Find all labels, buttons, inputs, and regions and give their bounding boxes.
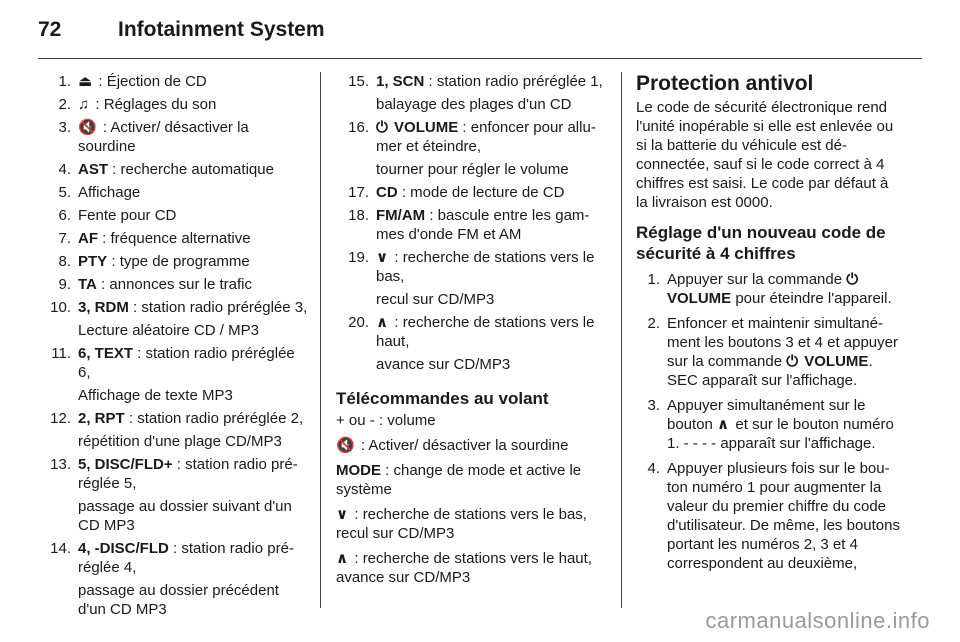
item-description: : Éjection de CD <box>94 73 207 90</box>
page-header <box>38 18 325 48</box>
step-text-part: Appuyer simultanément sur le bouton <box>667 397 866 433</box>
item-text <box>78 252 308 271</box>
item-description: : type de programme <box>107 253 250 270</box>
column-divider-1 <box>320 72 321 608</box>
item-label: AST <box>78 161 108 178</box>
item-text <box>78 229 308 248</box>
header-divider <box>38 58 922 59</box>
step-text <box>667 270 904 308</box>
item-number: 4. <box>58 161 71 178</box>
control-item <box>38 455 308 535</box>
item-text <box>376 118 608 179</box>
item-detail: Lecture aléatoire CD / MP3 <box>78 322 259 339</box>
item-description: : Activer/ désactiver la sourdine <box>356 437 569 454</box>
item-description: : recherche automatique <box>108 161 274 178</box>
column-divider-2 <box>621 72 622 608</box>
procedure-step <box>636 314 904 390</box>
controls-list-column-2 <box>336 72 608 593</box>
control-item <box>336 118 608 179</box>
item-number: 7. <box>58 230 71 247</box>
item-description: : station radio préréglée 2, <box>124 410 304 427</box>
control-item <box>38 183 308 202</box>
item-number: 14. <box>50 540 71 557</box>
steering-control-line <box>336 505 608 543</box>
item-detail: tourner pour régler le volume <box>376 161 569 178</box>
control-item <box>336 313 608 374</box>
item-label: 3, RDM <box>78 299 129 316</box>
page-number: 72 <box>38 18 62 41</box>
item-label: CD <box>376 184 398 201</box>
control-item <box>336 206 608 244</box>
item-description: : change de mode et active le système <box>336 462 582 498</box>
item-number: 11. <box>51 345 71 362</box>
control-item <box>38 344 308 405</box>
item-text <box>78 409 308 451</box>
step-text-part: Appuyer plusieurs fois sur le bouton numéro 1 pour augmenter la valeur du premier chiffre du code d'utilisateur. De même, les boutons portant les numéros 2, 3 et 4 correspondent au deuxième, <box>667 460 900 572</box>
seek-up-icon: ∧ <box>717 416 730 433</box>
item-label: 1, SCN <box>376 73 425 90</box>
item-text <box>376 248 608 309</box>
item-number: 3. <box>58 119 71 136</box>
step-text <box>667 459 904 573</box>
item-description: : recherche de stations vers le bas, recul sur CD/MP3 <box>336 506 587 542</box>
step-text-part: Appuyer sur la commande <box>667 271 847 288</box>
step-text <box>667 396 904 453</box>
item-detail: répétition d'une plage CD/MP3 <box>78 433 282 450</box>
item-number: 19. <box>348 249 369 266</box>
item-description: : station radio préréglée 5, <box>78 456 298 492</box>
control-item <box>336 72 608 114</box>
item-text <box>78 72 308 91</box>
item-number: 5. <box>58 184 71 201</box>
item-number: 17. <box>348 184 369 201</box>
procedure-step <box>636 459 904 573</box>
item-description: : bascule entre les gammes d'onde FM et AM <box>376 207 590 243</box>
controls-list-column-1 <box>38 72 308 623</box>
item-number: 13. <box>50 456 71 473</box>
page-title: Infotainment System <box>118 18 325 41</box>
item-text <box>78 275 308 294</box>
watermark: carmanualsonline.info <box>705 608 930 633</box>
steering-control-line <box>336 461 608 499</box>
step-number: 2. <box>647 315 660 332</box>
intro-paragraph: Le code de sécurité électronique rend l'unité inopérable si elle est enlevée ou si la batterie du véhicule est déconnectée, sauf si le code correct à 4 chiffres est saisi. Le code par défaut à la livraison est 0000. <box>636 99 894 211</box>
item-number: 16. <box>348 119 369 136</box>
item-number: 10. <box>50 299 71 316</box>
steering-control-line <box>336 436 608 455</box>
item-label: 4, -DISC/FLD <box>78 540 169 557</box>
control-item <box>38 206 308 225</box>
item-description: : fréquence alternative <box>98 230 251 247</box>
item-label: PTY <box>78 253 108 270</box>
item-number: 2. <box>58 96 71 113</box>
control-item <box>38 298 308 340</box>
item-number: 6. <box>58 207 71 224</box>
seek-up-icon: ∧ <box>376 314 389 331</box>
anti-theft-column <box>636 72 904 579</box>
item-text <box>78 455 308 535</box>
item-text <box>78 206 308 225</box>
item-description: : station radio préréglée 6, <box>78 345 295 381</box>
item-label: FM/AM <box>376 207 426 224</box>
item-number: 12. <box>50 410 71 427</box>
step-text <box>667 314 904 390</box>
control-item <box>38 275 308 294</box>
mute-icon: 🔇 <box>336 437 355 454</box>
item-label: AF <box>78 230 98 247</box>
music-note-icon: ♫ <box>78 96 90 113</box>
procedure-step <box>636 270 904 308</box>
item-label: MODE <box>336 462 381 479</box>
item-text <box>78 183 308 202</box>
subsection-title: Réglage d'un nouveau code de sécurité à 4 chiffres <box>636 223 886 263</box>
item-description: : enfoncer pour allumer et éteindre, <box>376 119 596 155</box>
item-description: : recherche de stations vers le haut, <box>376 314 595 350</box>
item-detail: balayage des plages d'un CD <box>376 96 572 113</box>
item-label: 5, DISC/FLD+ <box>78 456 173 473</box>
item-description: : annonces sur le trafic <box>96 276 252 293</box>
item-text <box>78 539 308 619</box>
seek-down-icon: ∨ <box>336 506 349 523</box>
control-item <box>38 539 308 619</box>
control-item <box>38 95 308 114</box>
step-text-part: . SEC apparaît sur l'affichage. <box>667 353 873 389</box>
item-detail: passage au dossier suivant d'un CD MP3 <box>78 498 292 534</box>
steering-control-line <box>336 411 608 430</box>
section-title: Protection antivol <box>636 72 814 95</box>
item-detail: avance sur CD/MP3 <box>376 356 511 373</box>
item-text <box>78 118 308 156</box>
power-knob-icon: ⏻ <box>846 271 859 288</box>
power-knob-icon: ⏻ <box>376 119 388 136</box>
item-description: : station radio préréglée 3, <box>128 299 308 316</box>
step-label: VOLUME <box>800 353 869 370</box>
item-number: 15. <box>348 73 369 90</box>
control-item <box>38 118 308 156</box>
item-number: 8. <box>58 253 71 270</box>
item-description: : station radio préréglée 1, <box>424 73 603 90</box>
step-number: 3. <box>647 397 660 414</box>
item-description: + ou - : volume <box>336 412 436 429</box>
eject-icon: ⏏ <box>78 73 93 90</box>
procedure-step <box>636 396 904 453</box>
item-number: 9. <box>58 276 71 293</box>
item-label: VOLUME <box>389 119 459 136</box>
item-number: 18. <box>348 207 369 224</box>
step-text-part: et sur le bouton numéro 1. - - - - apparaît sur l'affichage. <box>667 416 894 452</box>
item-description: : station radio préréglée 4, <box>78 540 294 576</box>
item-description: : mode de lecture de CD <box>397 184 565 201</box>
seek-up-icon: ∧ <box>336 550 349 567</box>
item-detail: recul sur CD/MP3 <box>376 291 495 308</box>
mute-icon: 🔇 <box>78 119 97 136</box>
item-description: Fente pour CD <box>78 207 177 224</box>
item-text <box>376 313 608 374</box>
control-item <box>38 160 308 179</box>
item-text <box>376 183 608 202</box>
item-description: : Activer/ désactiver la sourdine <box>78 119 249 155</box>
control-item <box>38 72 308 91</box>
steering-control-line <box>336 549 608 587</box>
step-text-part: pour éteindre l'appareil. <box>731 290 892 307</box>
control-item <box>336 183 608 202</box>
item-number: 20. <box>348 314 369 331</box>
step-label: VOLUME <box>667 290 732 307</box>
control-item <box>38 229 308 248</box>
control-item <box>336 248 608 309</box>
item-description: : recherche de stations vers le bas, <box>376 249 595 285</box>
item-label: 6, TEXT <box>78 345 134 362</box>
item-label: TA <box>78 276 97 293</box>
item-text <box>78 95 308 114</box>
item-description: : recherche de stations vers le haut, avance sur CD/MP3 <box>336 550 592 586</box>
item-description: Affichage <box>78 184 141 201</box>
item-detail: passage au dossier précédent d'un CD MP3 <box>78 582 279 618</box>
control-item <box>38 252 308 271</box>
item-text <box>78 344 308 405</box>
item-text <box>78 298 308 340</box>
item-description: : Réglages du son <box>91 96 217 113</box>
step-text-part: Enfoncer et maintenir simultanément les boutons 3 et 4 et appuyer sur la commande <box>667 315 898 370</box>
section-heading: Télécommandes au volant <box>336 389 549 408</box>
step-number: 1. <box>647 271 660 288</box>
power-knob-icon: ⏻ <box>786 353 799 370</box>
item-detail: Affichage de texte MP3 <box>78 387 233 404</box>
item-text <box>78 160 308 179</box>
item-text <box>376 72 608 114</box>
control-item <box>38 409 308 451</box>
item-number: 1. <box>58 73 71 90</box>
item-label: 2, RPT <box>78 410 125 427</box>
step-number: 4. <box>647 460 660 477</box>
seek-down-icon: ∨ <box>376 249 389 266</box>
item-text <box>376 206 608 244</box>
